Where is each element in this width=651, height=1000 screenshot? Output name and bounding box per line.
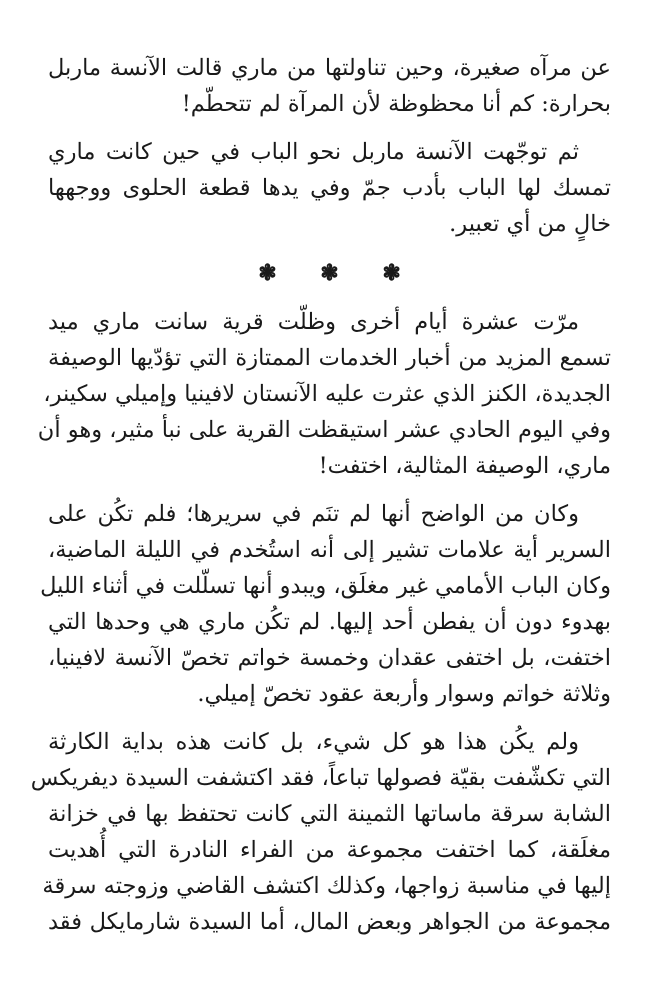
text-line: الجديدة، الكنز الذي عثرت عليه الآنستان لافينيا وإميلي سكينر، (43, 381, 611, 407)
text-line: مغلَقة، كما اختفت مجموعة من الفراء النادرة التي أُهديت (48, 837, 611, 863)
text-line: عن مرآه صغيرة، وحين تناولتها من ماري قالت الآنسة ماربل (48, 55, 611, 81)
text-line: تمسك لها الباب بأدب جمّ وفي يدها قطعة الحلوى ووجهها (48, 175, 611, 201)
text-line: تسمع المزيد من أخبار الخدمات الممتازة التي تؤدّيها الوصيفة (48, 345, 611, 371)
text-line: بحرارة: كم أنا محظوظة لأن المرآة لم تتحطّم! (181, 91, 611, 117)
text-line: مرّت عشرة أيام أخرى وظلّت قرية سانت ماري ميد (48, 309, 579, 335)
paragraph-3 (37, 304, 611, 484)
text-line: وكان من الواضح أنها لم تنَم في سريرها؛ فلم تكُن على (48, 501, 579, 527)
text-line: التي تكشّفت بقيّة فصولها تباعاً، فقد اكتشفت السيدة ديفريكس (30, 765, 611, 791)
text-line: اختفت، بل اختفى عقدان وخمسة خواتم تخصّ الآنسة لافينيا، (48, 645, 611, 671)
text-line: مجموعة من الجواهر وبعض المال، أما السيدة شارمايكل فقد (48, 909, 611, 935)
text-line: وكان الباب الأمامي غير مغلَق، ويبدو أنها تسلّلت في أثناء الليل (40, 573, 611, 599)
text-line: الشابة سرقة ماساتها الثمينة التي كانت تحتفظ بها في خزانة (48, 801, 611, 827)
text-line: بهدوء دون أن يفطن أحد إليها. لم تكُن ماري هي وحدها التي (48, 609, 611, 635)
text-line: السرير أية علامات تشير إلى أنه استُخدم في الليلة الماضية، (48, 537, 611, 563)
paragraph-4 (40, 496, 611, 712)
text-line: ولم يكُن هذا هو كل شيء، بل كانت هذه بداية الكارثة (48, 729, 579, 755)
text-line: وفي اليوم الحادي عشر استيقظت القرية على نبأ مثير، وهو أن (37, 417, 611, 443)
section-separator: ❃ ❃ ❃ (258, 260, 419, 286)
text-line: خالٍ من أي تعبير. (449, 211, 611, 237)
paragraph-2 (48, 134, 611, 242)
text-line: ثم توجّهت الآنسة ماربل نحو الباب في حين كانت ماري (48, 139, 579, 165)
text-line: ماري، الوصيفة المثالية، اختفت! (318, 453, 611, 479)
text-line: وثلاثة خواتم وسوار وأربعة عقود تخصّ إميلي. (197, 681, 611, 707)
text-line: إليها في مناسبة زواجها، وكذلك اكتشف القاضي وزوجته سرقة (42, 873, 611, 899)
paragraph-1 (48, 50, 611, 122)
paragraph-5 (30, 724, 611, 940)
